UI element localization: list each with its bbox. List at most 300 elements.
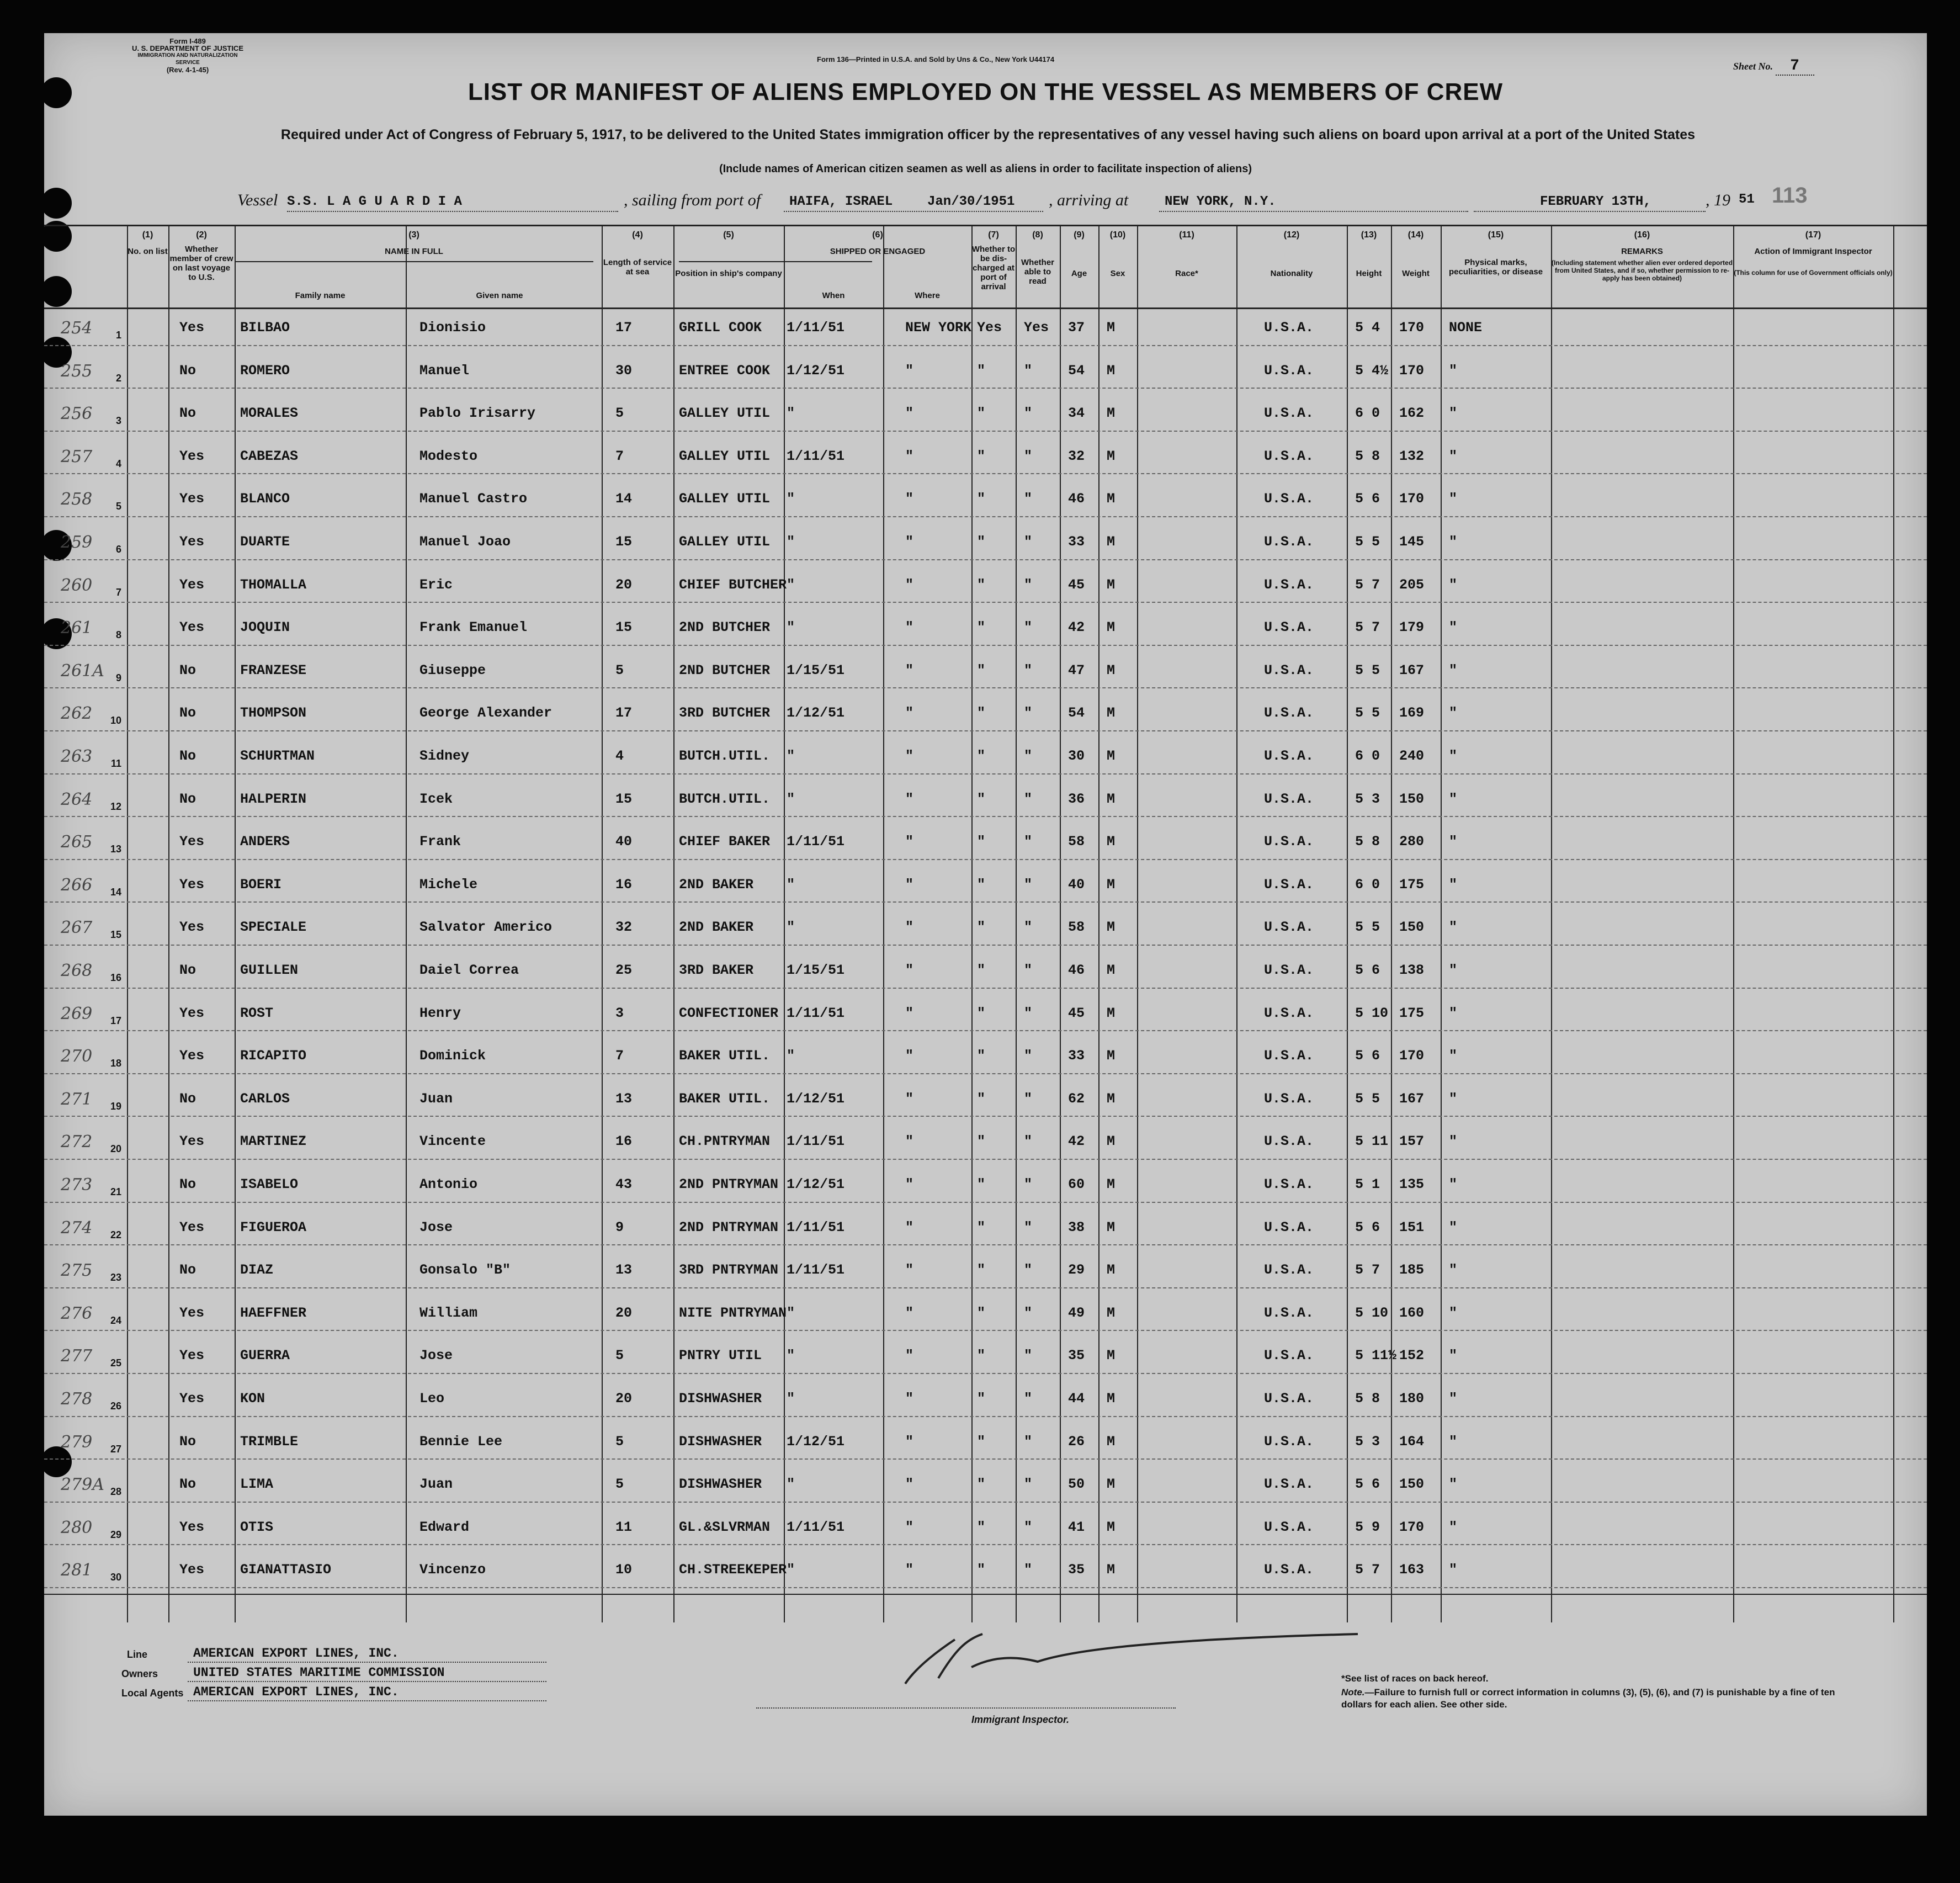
- cell-ht: 5 11½: [1355, 1348, 1397, 1364]
- cell-nat: U.S.A.: [1264, 491, 1314, 507]
- cell-read: ": [1024, 1005, 1033, 1021]
- cell-prev: Yes: [179, 1519, 205, 1535]
- handwritten-number: 272: [61, 1132, 93, 1152]
- cell-when: ": [787, 491, 795, 507]
- column-number: (3): [408, 230, 419, 240]
- cell-ht: 5 8: [1355, 1391, 1380, 1407]
- cell-wt: 167: [1399, 1090, 1425, 1107]
- table-top-rule: [44, 225, 1927, 226]
- cell-ht: 5 4½: [1355, 362, 1389, 379]
- cell-when: ": [787, 534, 795, 550]
- header-name-in-full: NAME IN FULL: [385, 247, 443, 256]
- cell-ht: 5 7: [1355, 576, 1380, 593]
- header-when: When: [822, 291, 845, 300]
- cell-age: 60: [1068, 1176, 1085, 1192]
- manifest-sheet: [44, 33, 1927, 1816]
- cell-when: 1/11/51: [787, 448, 845, 464]
- handwritten-number: 269: [61, 1004, 93, 1023]
- column-rule: [1893, 225, 1894, 1622]
- row-rule: [44, 1330, 1927, 1331]
- cell-nat: U.S.A.: [1264, 1219, 1314, 1235]
- cell-prev: Yes: [179, 448, 205, 464]
- handwritten-number: 279A: [61, 1475, 104, 1495]
- cell-marks: ": [1449, 1476, 1458, 1493]
- cell-prev: No: [179, 405, 196, 422]
- cell-nat: U.S.A.: [1264, 1476, 1314, 1493]
- cell-pos: NITE PNTRYMAN: [679, 1304, 787, 1321]
- cell-given: William: [419, 1304, 478, 1321]
- cell-marks: ": [1449, 405, 1458, 422]
- cell-where: ": [905, 1519, 914, 1535]
- cell-sex: M: [1107, 662, 1116, 678]
- cell-sex: M: [1107, 491, 1116, 507]
- cell-where: ": [905, 448, 914, 464]
- cell-family: CABEZAS: [240, 448, 299, 464]
- column-rule: [1137, 225, 1138, 1622]
- cell-family: FRANZESE: [240, 662, 307, 678]
- cell-ht: 5 10: [1355, 1005, 1389, 1021]
- column-rule: [1551, 225, 1552, 1622]
- line-number: 17: [110, 1015, 121, 1026]
- cell-dis: ": [977, 576, 986, 593]
- cell-family: THOMPSON: [240, 705, 307, 722]
- cell-dis: ": [977, 362, 986, 379]
- cell-nat: U.S.A.: [1264, 576, 1314, 593]
- cell-pos: 3RD PNTRYMAN: [679, 1262, 779, 1279]
- cell-age: 50: [1068, 1476, 1085, 1493]
- cell-svc: 15: [615, 619, 633, 636]
- cell-age: 30: [1068, 748, 1085, 764]
- cell-ht: 5 5: [1355, 705, 1380, 722]
- line-number: 16: [110, 972, 121, 983]
- cell-pos: DISHWASHER: [679, 1391, 762, 1407]
- handwritten-number: 260: [61, 575, 93, 595]
- cell-where: ": [905, 662, 914, 678]
- cell-age: 46: [1068, 491, 1085, 507]
- cell-svc: 7: [615, 448, 624, 464]
- handwritten-number: 263: [61, 747, 93, 766]
- cell-marks: ": [1449, 491, 1458, 507]
- row-rule: [44, 516, 1927, 517]
- handwritten-number: 258: [61, 490, 93, 510]
- cell-marks: ": [1449, 534, 1458, 550]
- cell-dis: ": [977, 491, 986, 507]
- cell-prev: Yes: [179, 919, 205, 936]
- cell-age: 58: [1068, 919, 1085, 936]
- header-height: Height: [1356, 269, 1382, 278]
- cell-dis: ": [977, 1090, 986, 1107]
- inspector-signature: [872, 1617, 1369, 1706]
- cell-where: ": [905, 405, 914, 422]
- cell-sex: M: [1107, 791, 1116, 807]
- subnote: (Include names of American citizen seamen as well as aliens in order to facilitate inspection of aliens): [719, 163, 1252, 175]
- cell-prev: No: [179, 362, 196, 379]
- cell-ht: 5 8: [1355, 448, 1380, 464]
- cell-ht: 6 0: [1355, 405, 1380, 422]
- row-rule: [44, 388, 1927, 389]
- cell-pos: GALLEY UTIL: [679, 405, 771, 422]
- cell-ht: 5 3: [1355, 1433, 1380, 1450]
- cell-given: Manuel Joao: [419, 534, 511, 550]
- cell-sex: M: [1107, 919, 1116, 936]
- cell-where: NEW YORK: [905, 320, 972, 336]
- cell-read: ": [1024, 362, 1033, 379]
- cell-where: ": [905, 919, 914, 936]
- vessel-name: S.S. L A G U A R D I A: [287, 194, 462, 209]
- cell-pos: 2ND BUTCHER: [679, 662, 771, 678]
- cell-when: ": [787, 1476, 795, 1493]
- handwritten-number: 255: [61, 361, 93, 381]
- column-number: (14): [1407, 230, 1424, 240]
- cell-where: ": [905, 491, 914, 507]
- cell-sex: M: [1107, 448, 1116, 464]
- cell-dis: ": [977, 619, 986, 636]
- cell-sex: M: [1107, 362, 1116, 379]
- cell-ht: 5 5: [1355, 534, 1380, 550]
- cell-svc: 17: [615, 320, 633, 336]
- cell-ht: 5 4: [1355, 320, 1380, 336]
- cell-where: ": [905, 1133, 914, 1150]
- handwritten-number: 268: [61, 961, 93, 980]
- line-number: 11: [110, 758, 121, 769]
- cell-when: 1/12/51: [787, 705, 845, 722]
- cell-nat: U.S.A.: [1264, 1562, 1314, 1578]
- cell-dis: ": [977, 1133, 986, 1150]
- service-name: IMMIGRATION AND NATURALIZATION SERVICE: [137, 52, 238, 66]
- cell-prev: Yes: [179, 834, 205, 850]
- line-number: 21: [110, 1186, 121, 1197]
- cell-when: ": [787, 1048, 795, 1064]
- cell-age: 45: [1068, 1005, 1085, 1021]
- cell-dis: Yes: [977, 320, 1002, 336]
- cell-sex: M: [1107, 834, 1116, 850]
- cell-age: 49: [1068, 1304, 1085, 1321]
- cell-svc: 15: [615, 791, 633, 807]
- cell-marks: ": [1449, 1391, 1458, 1407]
- cell-wt: 157: [1399, 1133, 1425, 1150]
- cell-given: Michele: [419, 876, 478, 893]
- column-number: (13): [1361, 230, 1377, 240]
- cell-nat: U.S.A.: [1264, 320, 1314, 336]
- row-rule: [44, 687, 1927, 688]
- cell-dis: ": [977, 1304, 986, 1321]
- cell-pos: 2ND BAKER: [679, 876, 754, 893]
- line-number: 3: [115, 415, 121, 427]
- cell-prev: Yes: [179, 1048, 205, 1064]
- cell-wt: 175: [1399, 1005, 1425, 1021]
- cell-svc: 20: [615, 576, 633, 593]
- cell-given: Eric: [419, 576, 453, 593]
- row-rule: [44, 1502, 1927, 1503]
- handwritten-number: 264: [61, 789, 93, 809]
- cell-when: 1/15/51: [787, 962, 845, 978]
- cell-when: 1/11/51: [787, 1519, 845, 1535]
- row-rule: [44, 1458, 1927, 1460]
- cell-where: ": [905, 834, 914, 850]
- cell-prev: Yes: [179, 320, 205, 336]
- cell-age: 42: [1068, 619, 1085, 636]
- handwritten-number: 276: [61, 1303, 93, 1323]
- line-number: 20: [110, 1143, 121, 1155]
- cell-wt: 170: [1399, 491, 1425, 507]
- cell-nat: U.S.A.: [1264, 748, 1314, 764]
- row-rule: [44, 816, 1927, 817]
- cell-read: ": [1024, 1304, 1033, 1321]
- cell-family: DUARTE: [240, 534, 290, 550]
- cell-prev: No: [179, 962, 196, 978]
- cell-age: 33: [1068, 1048, 1085, 1064]
- line-number: 10: [110, 715, 121, 726]
- cell-given: Gonsalo "B": [419, 1262, 511, 1279]
- cell-prev: No: [179, 791, 196, 807]
- handwritten-number: 266: [61, 875, 93, 895]
- cell-when: ": [787, 791, 795, 807]
- form-number: Form I-489: [169, 37, 206, 45]
- cell-when: 1/15/51: [787, 662, 845, 678]
- cell-read: ": [1024, 1562, 1033, 1578]
- note-text: —Failure to furnish full or correct information in columns (3), (5), (6), and (7) is punishable by a fine of ten dollars for each alien. See other side.: [1341, 1687, 1835, 1710]
- cell-age: 41: [1068, 1519, 1085, 1535]
- header-remarks-note: (Including statement whether alien ever ordered deported from United States, and if so, whether permission to re-apply has been obtained): [1551, 259, 1733, 282]
- cell-sex: M: [1107, 1048, 1116, 1064]
- cell-dis: ": [977, 791, 986, 807]
- column-number: (2): [196, 230, 207, 240]
- cell-family: JOQUIN: [240, 619, 290, 636]
- cell-when: 1/11/51: [787, 1133, 845, 1150]
- cell-sex: M: [1107, 619, 1116, 636]
- cell-family: BLANCO: [240, 491, 290, 507]
- cell-dis: ": [977, 834, 986, 850]
- line-number: 13: [110, 844, 121, 855]
- cell-marks: ": [1449, 919, 1458, 936]
- cell-sex: M: [1107, 876, 1116, 893]
- cell-given: Frank Emanuel: [419, 619, 528, 636]
- shipped-subheader-rule: [679, 261, 872, 262]
- cell-pos: BAKER UTIL.: [679, 1048, 771, 1064]
- cell-family: GIANATTASIO: [240, 1562, 332, 1578]
- cell-age: 62: [1068, 1090, 1085, 1107]
- line-number: 27: [110, 1443, 121, 1455]
- cell-where: ": [905, 876, 914, 893]
- cell-svc: 14: [615, 491, 633, 507]
- line-number: 18: [110, 1058, 121, 1069]
- page-stamp: 113: [1772, 183, 1808, 208]
- cell-given: Vincenzo: [419, 1562, 486, 1578]
- cell-prev: No: [179, 1433, 196, 1450]
- line-number: 12: [110, 800, 121, 812]
- cell-given: Leo: [419, 1391, 445, 1407]
- cell-svc: 5: [615, 1348, 624, 1364]
- cell-prev: Yes: [179, 1005, 205, 1021]
- handwritten-number: 254: [61, 319, 93, 338]
- year-suffix: 51: [1739, 192, 1755, 207]
- cell-when: ": [787, 1562, 795, 1578]
- row-rule: [44, 1073, 1927, 1074]
- cell-where: ": [905, 1304, 914, 1321]
- cell-svc: 5: [615, 1433, 624, 1450]
- cell-nat: U.S.A.: [1264, 1433, 1314, 1450]
- line-number: 7: [115, 586, 121, 598]
- column-rule: [883, 225, 884, 1622]
- cell-sex: M: [1107, 576, 1116, 593]
- cell-wt: 169: [1399, 705, 1425, 722]
- cell-nat: U.S.A.: [1264, 834, 1314, 850]
- cell-where: ": [905, 1048, 914, 1064]
- cell-where: ": [905, 1476, 914, 1493]
- cell-sex: M: [1107, 748, 1116, 764]
- cell-age: 38: [1068, 1219, 1085, 1235]
- line-number: 2: [115, 372, 121, 384]
- cell-dis: ": [977, 1562, 986, 1578]
- handwritten-number: 280: [61, 1518, 93, 1537]
- cell-svc: 5: [615, 405, 624, 422]
- punch-hole: [41, 188, 72, 219]
- cell-nat: U.S.A.: [1264, 362, 1314, 379]
- cell-given: Modesto: [419, 448, 478, 464]
- cell-wt: 164: [1399, 1433, 1425, 1450]
- cell-age: 58: [1068, 834, 1085, 850]
- cell-prev: Yes: [179, 619, 205, 636]
- cell-dis: ": [977, 662, 986, 678]
- cell-svc: 16: [615, 876, 633, 893]
- column-number: (16): [1634, 230, 1650, 240]
- cell-prev: No: [179, 1176, 196, 1192]
- cell-marks: ": [1449, 1262, 1458, 1279]
- cell-marks: ": [1449, 662, 1458, 678]
- cell-svc: 16: [615, 1133, 633, 1150]
- header-weight: Weight: [1402, 269, 1430, 278]
- line-label: Line: [127, 1649, 148, 1660]
- row-rule: [44, 859, 1927, 860]
- cell-given: Edward: [419, 1519, 470, 1535]
- cell-family: GUERRA: [240, 1348, 290, 1364]
- cell-when: 1/12/51: [787, 1433, 845, 1450]
- cell-svc: 4: [615, 748, 624, 764]
- handwritten-number: 270: [61, 1047, 93, 1067]
- cell-marks: ": [1449, 1433, 1458, 1450]
- cell-family: OTIS: [240, 1519, 274, 1535]
- cell-where: ": [905, 619, 914, 636]
- row-rule: [44, 988, 1927, 989]
- cell-age: 33: [1068, 534, 1085, 550]
- cell-ht: 5 7: [1355, 1562, 1380, 1578]
- cell-wt: 132: [1399, 448, 1425, 464]
- cell-sex: M: [1107, 1304, 1116, 1321]
- cell-age: 37: [1068, 320, 1085, 336]
- cell-prev: Yes: [179, 876, 205, 893]
- cell-given: Sidney: [419, 748, 470, 764]
- line-number: 1: [115, 330, 121, 341]
- cell-dis: ": [977, 919, 986, 936]
- cell-pos: CHIEF BAKER: [679, 834, 771, 850]
- cell-pos: 2ND PNTRYMAN: [679, 1176, 779, 1192]
- cell-age: 35: [1068, 1562, 1085, 1578]
- header-nationality: Nationality: [1270, 269, 1313, 278]
- line-number: 9: [115, 672, 121, 683]
- cell-given: George Alexander: [419, 705, 553, 722]
- cell-nat: U.S.A.: [1264, 1090, 1314, 1107]
- cell-wt: 179: [1399, 619, 1425, 636]
- cell-read: ": [1024, 1476, 1033, 1493]
- sailing-port: HAIFA, ISRAEL: [789, 194, 893, 209]
- cell-when: 1/11/51: [787, 834, 845, 850]
- cell-given: Salvator Americo: [419, 919, 553, 936]
- cell-dis: ": [977, 1219, 986, 1235]
- cell-nat: U.S.A.: [1264, 1176, 1314, 1192]
- cell-given: Dominick: [419, 1048, 486, 1064]
- cell-given: Pablo Irisarry: [419, 405, 536, 422]
- cell-dis: ": [977, 405, 986, 422]
- cell-family: HALPERIN: [240, 791, 307, 807]
- cell-dis: ": [977, 962, 986, 978]
- row-rule: [44, 901, 1927, 903]
- cell-when: 1/11/51: [787, 1005, 845, 1021]
- cell-where: ": [905, 1005, 914, 1021]
- cell-marks: NONE: [1449, 320, 1483, 336]
- cell-nat: U.S.A.: [1264, 662, 1314, 678]
- cell-marks: ": [1449, 1005, 1458, 1021]
- cell-svc: 43: [615, 1176, 633, 1192]
- row-rule: [44, 431, 1927, 432]
- form-id-block: [127, 38, 248, 73]
- cell-ht: 5 3: [1355, 791, 1380, 807]
- cell-age: 40: [1068, 876, 1085, 893]
- cell-pos: 2ND PNTRYMAN: [679, 1219, 779, 1235]
- column-rule: [1060, 225, 1061, 1622]
- cell-family: HAEFFNER: [240, 1304, 307, 1321]
- cell-nat: U.S.A.: [1264, 1262, 1314, 1279]
- line-number: 5: [115, 501, 121, 512]
- cell-wt: 150: [1399, 919, 1425, 936]
- cell-age: 36: [1068, 791, 1085, 807]
- cell-pos: GRILL COOK: [679, 320, 762, 336]
- cell-wt: 170: [1399, 320, 1425, 336]
- sheet-value: 7: [1776, 57, 1814, 76]
- cell-dis: ": [977, 1433, 986, 1450]
- column-number: (6): [872, 230, 883, 240]
- cell-nat: U.S.A.: [1264, 876, 1314, 893]
- cell-marks: ": [1449, 876, 1458, 893]
- cell-wt: 145: [1399, 534, 1425, 550]
- handwritten-number: 273: [61, 1175, 93, 1195]
- inspector-label: Immigrant Inspector.: [971, 1714, 1070, 1725]
- cell-read: ": [1024, 1219, 1033, 1235]
- cell-family: SCHURTMAN: [240, 748, 315, 764]
- column-rule: [235, 225, 236, 1622]
- handwritten-number: 278: [61, 1389, 93, 1409]
- line-number: 6: [115, 544, 121, 555]
- arrival-date: FEBRUARY 13TH,: [1540, 194, 1651, 209]
- column-rule: [127, 225, 128, 1622]
- cell-pos: BUTCH.UTIL.: [679, 791, 771, 807]
- cell-pos: GALLEY UTIL: [679, 534, 771, 550]
- cell-ht: 5 7: [1355, 1262, 1380, 1279]
- cell-sex: M: [1107, 534, 1116, 550]
- cell-read: ": [1024, 1176, 1033, 1192]
- line-number: 28: [110, 1486, 121, 1498]
- row-rule: [44, 730, 1927, 731]
- cell-marks: ": [1449, 834, 1458, 850]
- header-last-voyage: Whether member of crew on last voyage to U.S.: [169, 245, 233, 282]
- column-number: (7): [988, 230, 999, 240]
- row-rule: [44, 1587, 1927, 1588]
- cell-pos: GL.&SLVRMAN: [679, 1519, 771, 1535]
- note-label: Note.: [1341, 1687, 1365, 1698]
- cell-prev: Yes: [179, 1219, 205, 1235]
- row-rule: [44, 1373, 1927, 1374]
- cell-where: ": [905, 1433, 914, 1450]
- cell-nat: U.S.A.: [1264, 962, 1314, 978]
